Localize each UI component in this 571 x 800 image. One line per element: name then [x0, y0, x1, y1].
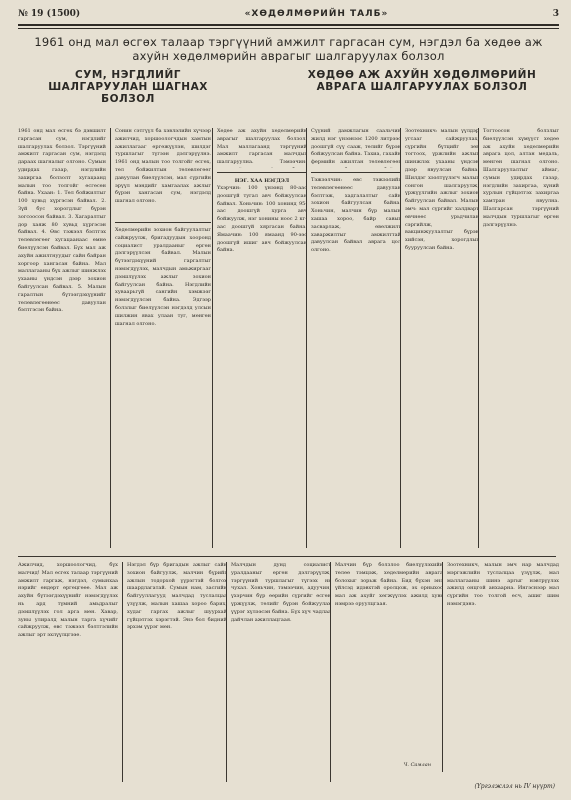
- lower-column-3: Малчдын дунд социалист уралдааныг өргөн дэлгэрүүлж, тэргүүний туршлагыг түгээх нь чухал. Хоньчин, тэмээчин, адуучин, үхэрчин бүр өөрийн сүргийг өсгөн үржүүлж, төлийг бүрэн бойжуулах үүрэг хүлээсэн байна. Бүх хүч чадлаа дайчлан ажиллацгаая.: [231, 562, 331, 623]
- article-column-4-bottom: Тэжээлчин: өвс тэжээлийг төлөвлөгөөнөөс давуулан бэлтгэж, хадгалалтыг сайн зохион байгуулсан байна. Хоньчин, малчин бүр малын хашаа хороо, байр савыг засварлаж, өвөлжилт хаваржилтыг амжилттай давуулсан байвал аврага цол олгоно.: [311, 177, 401, 254]
- masthead: [18, 6, 559, 22]
- lower-column-2: Нэгдэл бүр бригадын ажлыг сайн зохион байгуулж, малчин бүрийг ажлын тодорхой үүрэгтэй болгох шаардлагатай. Сумын нам, засгийн байгууллагууд малчдад туслалцаа үзүүлж, малын хашаа хороо барих, худаг гаргах ажлыг шуурхай гүйцэтгэх хэрэгтэй. Энэ бол бидний эрхэм үүрэг мөн.: [127, 562, 227, 631]
- author-signature: Ч. Самлан: [403, 762, 431, 768]
- article-column-3-top: Хөдөө аж ахуйн хөдөлмөрийн аврагыг шалгаруулах болзол. Мал маллагаанд тэргүүний амжилт гаргасан малчдыг шалгаруулна. Тэмээчин:: [217, 128, 307, 166]
- issue-number: № 19 (1500): [18, 9, 81, 19]
- section-titles: [18, 69, 559, 105]
- article-column-1: 1961 онд мал өсгөх бэ дэвшилт гаргасан сум, нэгдлийг шалгаруулах болзол. Тэргүүний амжилт гаргасан сум, нэгдэлд дараах шагналыг олгоно. Сумын удирдах газар, нэгдлийн захиргаа болзолт хугацаанд малын тоо толгойг өсгөсөн байна. Ухаан: 1. Төл бойжилтыг 100 хувьд хүргэсэн байвал. 2. Зүй бус хорогдлыг бүрэн зогсоосон байвал. 3. Хагаралтыг дор хаяж 80 хувьд хүргэсэн байвал. 4. Өвс тэжээл бэлтгэх төлөвлөгөөг хугацаанаас өмнө биелүүлсэн байвал. Бүх мал аж ахуйн ажилтнуудыг сайн байран хоргоор хангасан байна. Мал маллагааны бүх ажлыг шинжлэх ухааны үндсэн дээр зохион байгуулсан байвал. 5. Малын гаралтын бүтээгдэхүүнийг төлөвлөгөөнөөс давуулан бэлтгэсэн байна.: [18, 128, 106, 314]
- section-subheading: НЭГ. ХАА НЭГДЭЛ: [234, 178, 290, 184]
- article-column-4-top: Сүүний дамжлагын саальчин жилд нэг үнээнээс 1200 литрээс доошгүй сүү сааж, төлийг бүрэн бойжуулсан байна. Тахиа, гахайн фермийн ажилтан төлөвлөгөөг: [311, 128, 401, 166]
- article-column-5: Зоотехникч: малын үүлдэр угсааг сайжруулах, сүргийн бүтцийг зөв тогтоох, үржлийн ажлыг шинжлэх ухааны үндсэн дээр явуулсан байна. Шилдэг хээлтүүлэгч малыг сонгон шалгаруулж, үржүүлгийн ажлыг зохион байгуулсан байвал. Малын эмч: мал сүргийг халдварт өвчнөөс урьдчилан сэргийлж, вакцинжуулалтыг бүрэн хийсэн, хорогдлыг бууруулсан байна.: [405, 128, 479, 251]
- lower-column-4: Малчин бүр болзлоо биелүүлэхийн төлөө тэмцэж, хөдөлмөрийн аврага болохыг зорьж байна. Бид бүхэн энэ үйлсэд идэвхтэй оролцож, эх орныхоо мал аж ахуйг хөгжүүлэх ажилд хувь нэмрээ оруулцгаая.: [335, 562, 443, 607]
- masthead-rule: [18, 24, 559, 29]
- lower-column-5: Зоотехникч, малын эмч нар малчдад мэргэжлийн туслалцаа үзүүлж, мал маллагааны шинэ аргыг нэвтрүүлэх ажилд онцгой анхаарна. Ингэснээр мал сүргийн тоо толгой өсч, ашиг шим нэмэгдэнэ.: [447, 562, 559, 607]
- article-column-3-bottom: Үхэрчин: 100 үнээнд 80-аас доошгүй тугал авч бойжуулсан байвал. Хоньчин: 100 хонинд 95-аас доошгүй хурга авч бойжуулж, нэг хонины ноос 2 кг-аас доошгүй хяргасан байна. Ямаачин: 100 ямаанд 90-ээс доошгүй ишиг авч бойжуулсан байна.: [217, 185, 307, 254]
- article-column-2-bottom: Хөдөлмөрийн зохион байгуулалтыг сайжруулж, бригадуудын хооронд социалист уралдааныг өргөн дэлгэрүүлсэн байвал. Малын бүтээгдэхүүний гаргалтыг нэмэгдүүлэх, малчдын амьжиргааг дээшлүүлэх ажлыг зохион байгуулсан байна. Нэгдлийн хуваарьгүй сангийн хэмжээг нэмэгдүүлсэн байна. Эдгээр болзлыг биелүүлсэн нэгдэлд улсын шилжин явах улаан туг, мөнгөн шагнал олгоно.: [115, 227, 211, 327]
- article-column-2-top: Сонин сэтгүүл ба хэвлэлийн хүчээр ажилчид, хоршоологчдын хамтын ажиллагааг өргөжүүлэн, шилдэг туршлагыг түгээн дэлгэрүүлнэ. 1961 онд малын тоо толгойг өсгөх, төл бойжилтын төлөвлөгөөг давуулан биелүүлсэн, мал сүргийн эрүүл мэндийг хамгаалах ажлыг бүрэн хангасан сум, нэгдэлд шагнал олгоно.: [115, 128, 211, 205]
- right-section-title: ХӨДӨӨ АЖ АХУЙН ХӨДӨЛМӨРИЙН АВРАГА ШАЛГАРУУЛАХ БОЛЗОЛ: [307, 69, 537, 93]
- newspaper-name: «ХӨДӨЛМӨРИЙН ТАЛБ»: [244, 9, 389, 19]
- article-column-6: Тогтоосон болзлыг биелүүлсэн хүмүүст хөдөө аж ахуйн хөдөлмөрийн аврага цол, алтан медаль, мөнгөн шагнал олгоно. Шалгаруулалтыг аймаг, сумын удирдах газар, нэгдлийн захиргаа, хүний хурлын гүйцэтгэх захиргаа хамтран явуулна. Шалгарсан тэргүүний малчдын туршлагыг өргөн дэлгэрүүлнэ.: [483, 128, 559, 228]
- main-headline: 1961 онд мал өсгөх талаар тэргүүний амжилт гаргасан сум, нэгдэл ба хөдөө аж ахуйн хөдөлмөрийн аврагыг шалгаруулах болзол: [34, 35, 543, 63]
- lower-column-1: Ажилчид, хоршоологчид, бүх малчид! Мал өсгөх талаар тэргүүний амжилт гаргаж, нэгдэл, сумынхаа нэрийг өндөрт өргөцгөөе. Мал аж ахуйн бүтээгдэхүүнийг нэмэгдүүлэх нь ард түмний амьдралыг дээшлүүлэх гол арга мөн. Хавар, зуны улиралд малын тарга хүчийг сайжруулж, өвс тэжээл бэлтгэлийн ажлыг эрт эхлүүлцгээе.: [18, 562, 118, 639]
- left-section-title: СУМ, НЭГДЛИЙГ ШАЛГАРУУЛАН ШАГНАХ БОЛЗОЛ: [48, 69, 208, 105]
- lower-divider: [18, 556, 556, 557]
- continued-note: (Үргэлжлэл нь IV нүүрт): [474, 783, 555, 790]
- page-number: 3: [552, 9, 559, 19]
